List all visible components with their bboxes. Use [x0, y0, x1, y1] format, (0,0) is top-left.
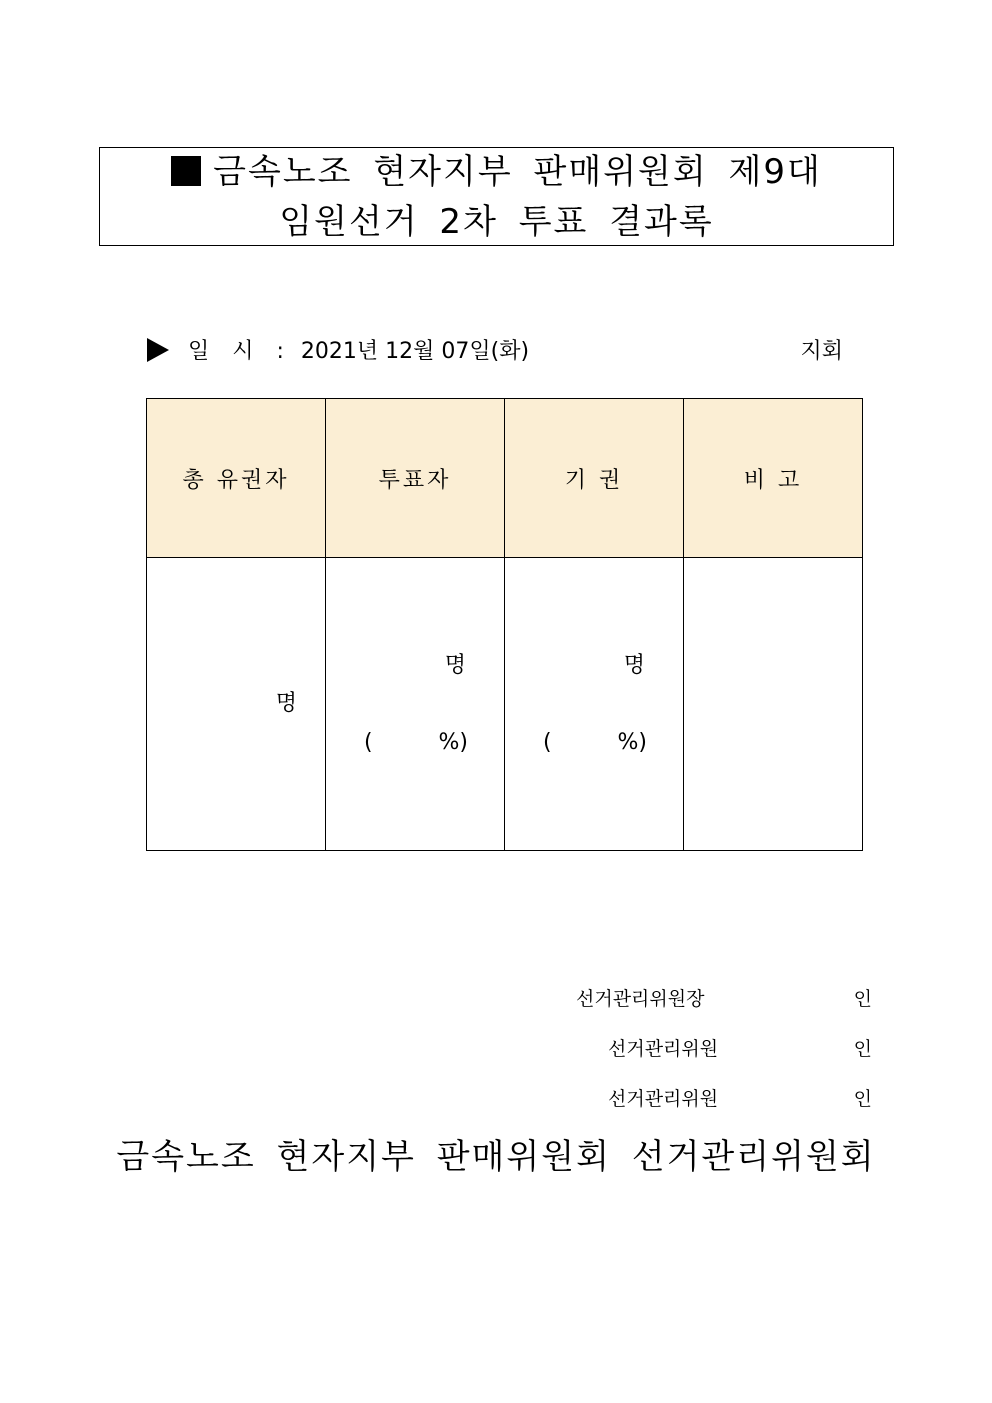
cell-abstention [505, 558, 684, 851]
signature-member-1 [560, 1034, 880, 1064]
signature-title: 선거관리위원 [608, 1088, 719, 1110]
seal-mark: 인 [853, 1038, 872, 1060]
date-value: 2021년 12월 07일(화) [300, 339, 530, 364]
footer-organization: 금속노조 현자지부 판매위원회 선거관리위원회 [116, 1137, 876, 1177]
signature-title: 선거관리위원 [608, 1038, 719, 1060]
vote-result-table [146, 398, 863, 851]
title-line-1 [100, 152, 893, 192]
signature-title: 선거관리위원장 [576, 988, 705, 1010]
table-header-row [147, 399, 863, 558]
seal-mark: 인 [853, 1088, 872, 1110]
cell-voters [326, 558, 505, 851]
unit-label: 명 [623, 653, 645, 678]
header-voters: 투표자 [326, 399, 505, 558]
table-row [147, 558, 863, 851]
date-row [147, 336, 847, 368]
percent-close: %) [617, 730, 647, 755]
document-title-box [99, 147, 894, 246]
seal-mark: 인 [853, 988, 872, 1010]
signature-member-2 [560, 1084, 880, 1114]
date-label: 일 시 : [188, 339, 292, 364]
right-triangle-icon [147, 338, 169, 362]
header-remarks: 비 고 [684, 399, 863, 558]
cell-total-voters [147, 558, 326, 851]
title-text-1: 금속노조 현자지부 판매위원회 제9대 [213, 152, 822, 192]
header-total-voters: 총 유권자 [147, 399, 326, 558]
unit-label: 명 [275, 691, 297, 716]
header-abstention: 기 권 [505, 399, 684, 558]
signature-chairperson [560, 984, 880, 1014]
unit-label: 명 [444, 653, 466, 678]
branch-label: 지회 [800, 339, 843, 364]
percent-close: %) [438, 730, 468, 755]
title-line-2: 임원선거 2차 투표 결과록 [279, 202, 714, 242]
percent-open: ( [364, 730, 373, 755]
percent-open: ( [543, 730, 552, 755]
black-square-icon [171, 156, 201, 186]
cell-remarks [684, 558, 863, 851]
